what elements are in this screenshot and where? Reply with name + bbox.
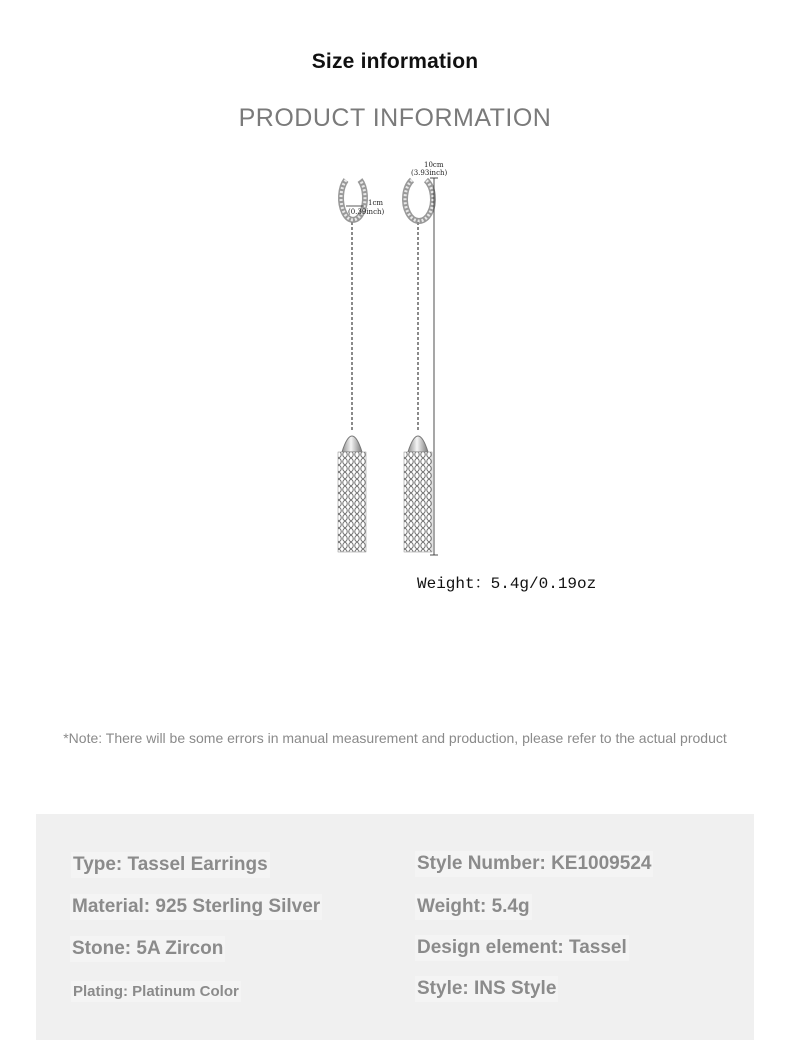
spec-weight: Weight: 5.4g xyxy=(415,894,532,920)
weight-annotation: Weight：5.4g/0.19oz xyxy=(417,575,597,593)
earring-size-diagram xyxy=(300,150,640,610)
product-information-title: PRODUCT INFORMATION xyxy=(238,104,552,132)
size-information-title: Size information xyxy=(311,50,479,73)
product-info-panel xyxy=(36,814,754,1040)
length-label: 10cm xyxy=(424,161,444,169)
spec-stone: Stone: 5A Zircon xyxy=(70,936,225,962)
spec-plating: Plating: Platinum Color xyxy=(73,983,239,1000)
left-earring-image xyxy=(338,180,366,582)
spec-type: Type: Tassel Earrings xyxy=(71,852,270,878)
measurement-note: *Note: There will be some errors in manual measurement and production, please refer to the actual product xyxy=(63,730,727,746)
length-label-inch: (3.93inch) xyxy=(411,169,448,177)
spec-style: Style: INS Style xyxy=(415,976,558,1002)
diameter-label: 1cm xyxy=(368,199,384,207)
diameter-label-inch: (0.39inch) xyxy=(348,208,385,216)
right-earring-image xyxy=(404,180,433,582)
spec-style-number: Style Number: KE1009524 xyxy=(415,851,653,877)
spec-design-element: Design element: Tassel xyxy=(415,935,629,961)
spec-material: Material: 925 Sterling Silver xyxy=(70,894,322,920)
